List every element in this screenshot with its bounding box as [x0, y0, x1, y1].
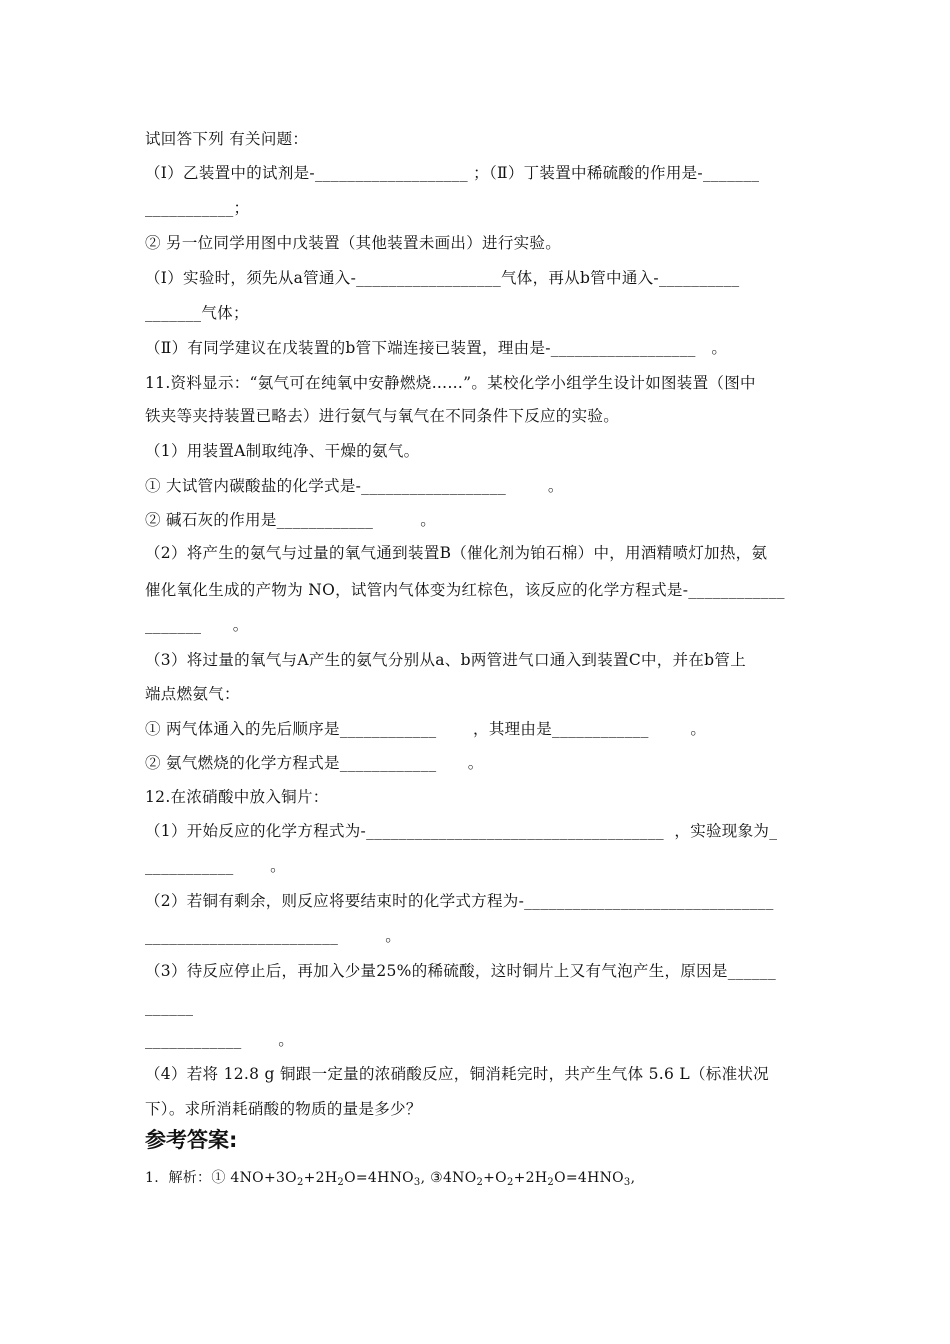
text-line: ___________；	[145, 199, 250, 217]
text-line: 12.在浓硝酸中放入铜片：	[145, 788, 329, 806]
text-line: （2）将产生的氨气与过量的氧气通到装置B（催化剂为铂石棉）中，用酒精喷灯加热，氨	[145, 544, 768, 562]
text-line: （3）将过量的氧气与A产生的氨气分别从a、b两管进气口通入到装置C中，并在b管上	[145, 651, 747, 669]
text-line: 下）。求所消耗硝酸的物质的量是多少？	[145, 1100, 422, 1118]
answer-heading: 参考答案:	[145, 1128, 238, 1152]
answer-line: 1. 解析：① $4NO+3O_2+2H_2O=4HNO_3$, $③4NO_2+O_2+2H_2O=4HNO_3$,	[145, 1170, 636, 1188]
text-line: 铁夹等夹持装置已略去）进行氨气与氧气在不同条件下反应的实验。	[145, 407, 620, 425]
text-line: _______ 。	[145, 616, 249, 634]
text-line: ____________ 。	[145, 1031, 294, 1049]
text-line: ① 两气体通入的先后顺序是____________ ，其理由是____________ 。	[145, 720, 707, 738]
text-line: ________________________ 。	[145, 927, 402, 945]
text-line: （4）若将 12.8 g 铜跟一定量的浓硝酸反应，铜消耗完时，共产生气体 5.6 L（标准状况	[145, 1065, 769, 1083]
text-line: 试回答下列 有关问题：	[145, 130, 309, 148]
text-line: （Ⅱ）有同学建议在戊装置的b管下端连接已装置，理由是-__________________ 。	[145, 339, 728, 357]
text-line: ② 另一位同学用图中戊装置（其他装置未画出）进行实验。	[145, 234, 562, 252]
text-line: （Ⅰ）实验时，须先从a管通入-__________________气体，再从b管中通入-__________	[145, 269, 740, 287]
text-line: （1）用装置A制取纯净、干燥的氨气。	[145, 442, 420, 460]
text-line: ___________ 。	[145, 857, 286, 875]
text-line: （1）开始反应的化学方程式为-_____________________________________ ，实验现象为_	[145, 822, 778, 840]
text-line: 端点燃氨气：	[145, 685, 240, 703]
text-line: ______	[145, 998, 194, 1016]
text-line: ② 氨气燃烧的化学方程式是____________ 。	[145, 754, 484, 772]
text-line: 11.资料显示：“氨气可在纯氧中安静燃烧……”。某校化学小组学生设计如图装置（图中	[145, 374, 756, 392]
text-line: （Ⅰ）乙装置中的试剂是-___________________ ；（Ⅱ）丁装置中稀硫酸的作用是-_______	[145, 164, 760, 182]
text-line: （3）待反应停止后，再加入少量25%的稀硫酸，这时铜片上又有气泡产生，原因是______	[145, 962, 777, 980]
text-line: 催化氧化生成的产物为 NO，试管内气体变为红棕色，该反应的化学方程式是-____________	[145, 581, 785, 599]
text-line: _______气体；	[145, 304, 249, 322]
text-line: ② 碱石灰的作用是____________ 。	[145, 511, 437, 529]
text-line: （2）若铜有剩余，则反应将要结束时的化学式方程为-_______________________________	[145, 892, 774, 910]
text-line: ① 大试管内碳酸盐的化学式是-__________________ 。	[145, 477, 564, 495]
